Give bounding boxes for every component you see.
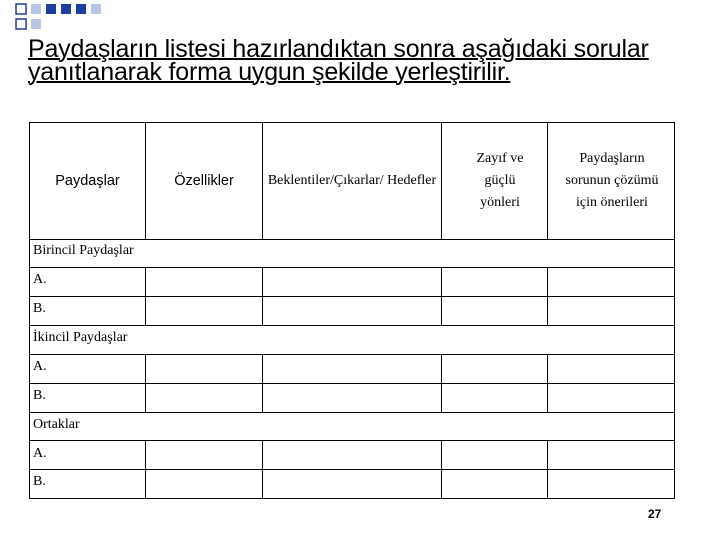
row-label-item: B. (33, 301, 46, 316)
row-label-item: B. (33, 474, 46, 489)
header-zayif-guclu: Zayıf ve güçlü yönleri (476, 151, 524, 210)
row-label-item: A. (33, 446, 47, 461)
cell-sep (547, 440, 548, 498)
cell-sep (145, 267, 146, 325)
cell-sep (441, 354, 442, 412)
row-sep (29, 440, 675, 441)
row-label-section: Ortaklar (33, 417, 80, 432)
header-col-sep (547, 122, 548, 240)
row-label-item: B. (33, 388, 46, 403)
slide-title: Paydaşların listesi hazırlandıktan sonra aşağıdaki sorular yanıtlanarak forma uygun şekilde yerleştirilir. (28, 35, 649, 86)
cell-sep (441, 267, 442, 325)
row-sep (29, 354, 675, 355)
header-col-sep (145, 122, 146, 240)
table-border-right (674, 122, 675, 499)
cell-sep (547, 267, 548, 325)
row-label-item: A. (33, 359, 47, 374)
row-sep (29, 469, 675, 470)
cell-sep (547, 354, 548, 412)
cell-sep (262, 440, 263, 498)
header-beklentiler: Beklentiler/Çıkarlar/ Hedefler (267, 173, 437, 188)
cell-sep (145, 354, 146, 412)
cell-sep (262, 267, 263, 325)
row-sep (29, 296, 675, 297)
table-border-bottom (29, 498, 675, 499)
row-sep (29, 267, 675, 268)
header-col-sep (441, 122, 442, 240)
row-sep (29, 325, 675, 326)
header-ozellikler: Özellikler (174, 173, 234, 189)
row-sep (29, 383, 675, 384)
row-sep (29, 412, 675, 413)
cell-sep (262, 354, 263, 412)
header-oneriler: Paydaşların sorunun çözümü için önerileri (565, 151, 659, 210)
cell-sep (145, 440, 146, 498)
corner-decoration (0, 0, 140, 30)
cell-sep (441, 440, 442, 498)
header-paydaslar: Paydaşlar (55, 173, 120, 189)
row-label-section: Birincil Paydaşlar (33, 243, 134, 258)
header-col-sep (262, 122, 263, 240)
row-label-item: A. (33, 272, 47, 287)
row-label-section: İkincil Paydaşlar (33, 330, 128, 345)
page-number: 27 (648, 507, 662, 521)
table-border-left (29, 122, 30, 499)
